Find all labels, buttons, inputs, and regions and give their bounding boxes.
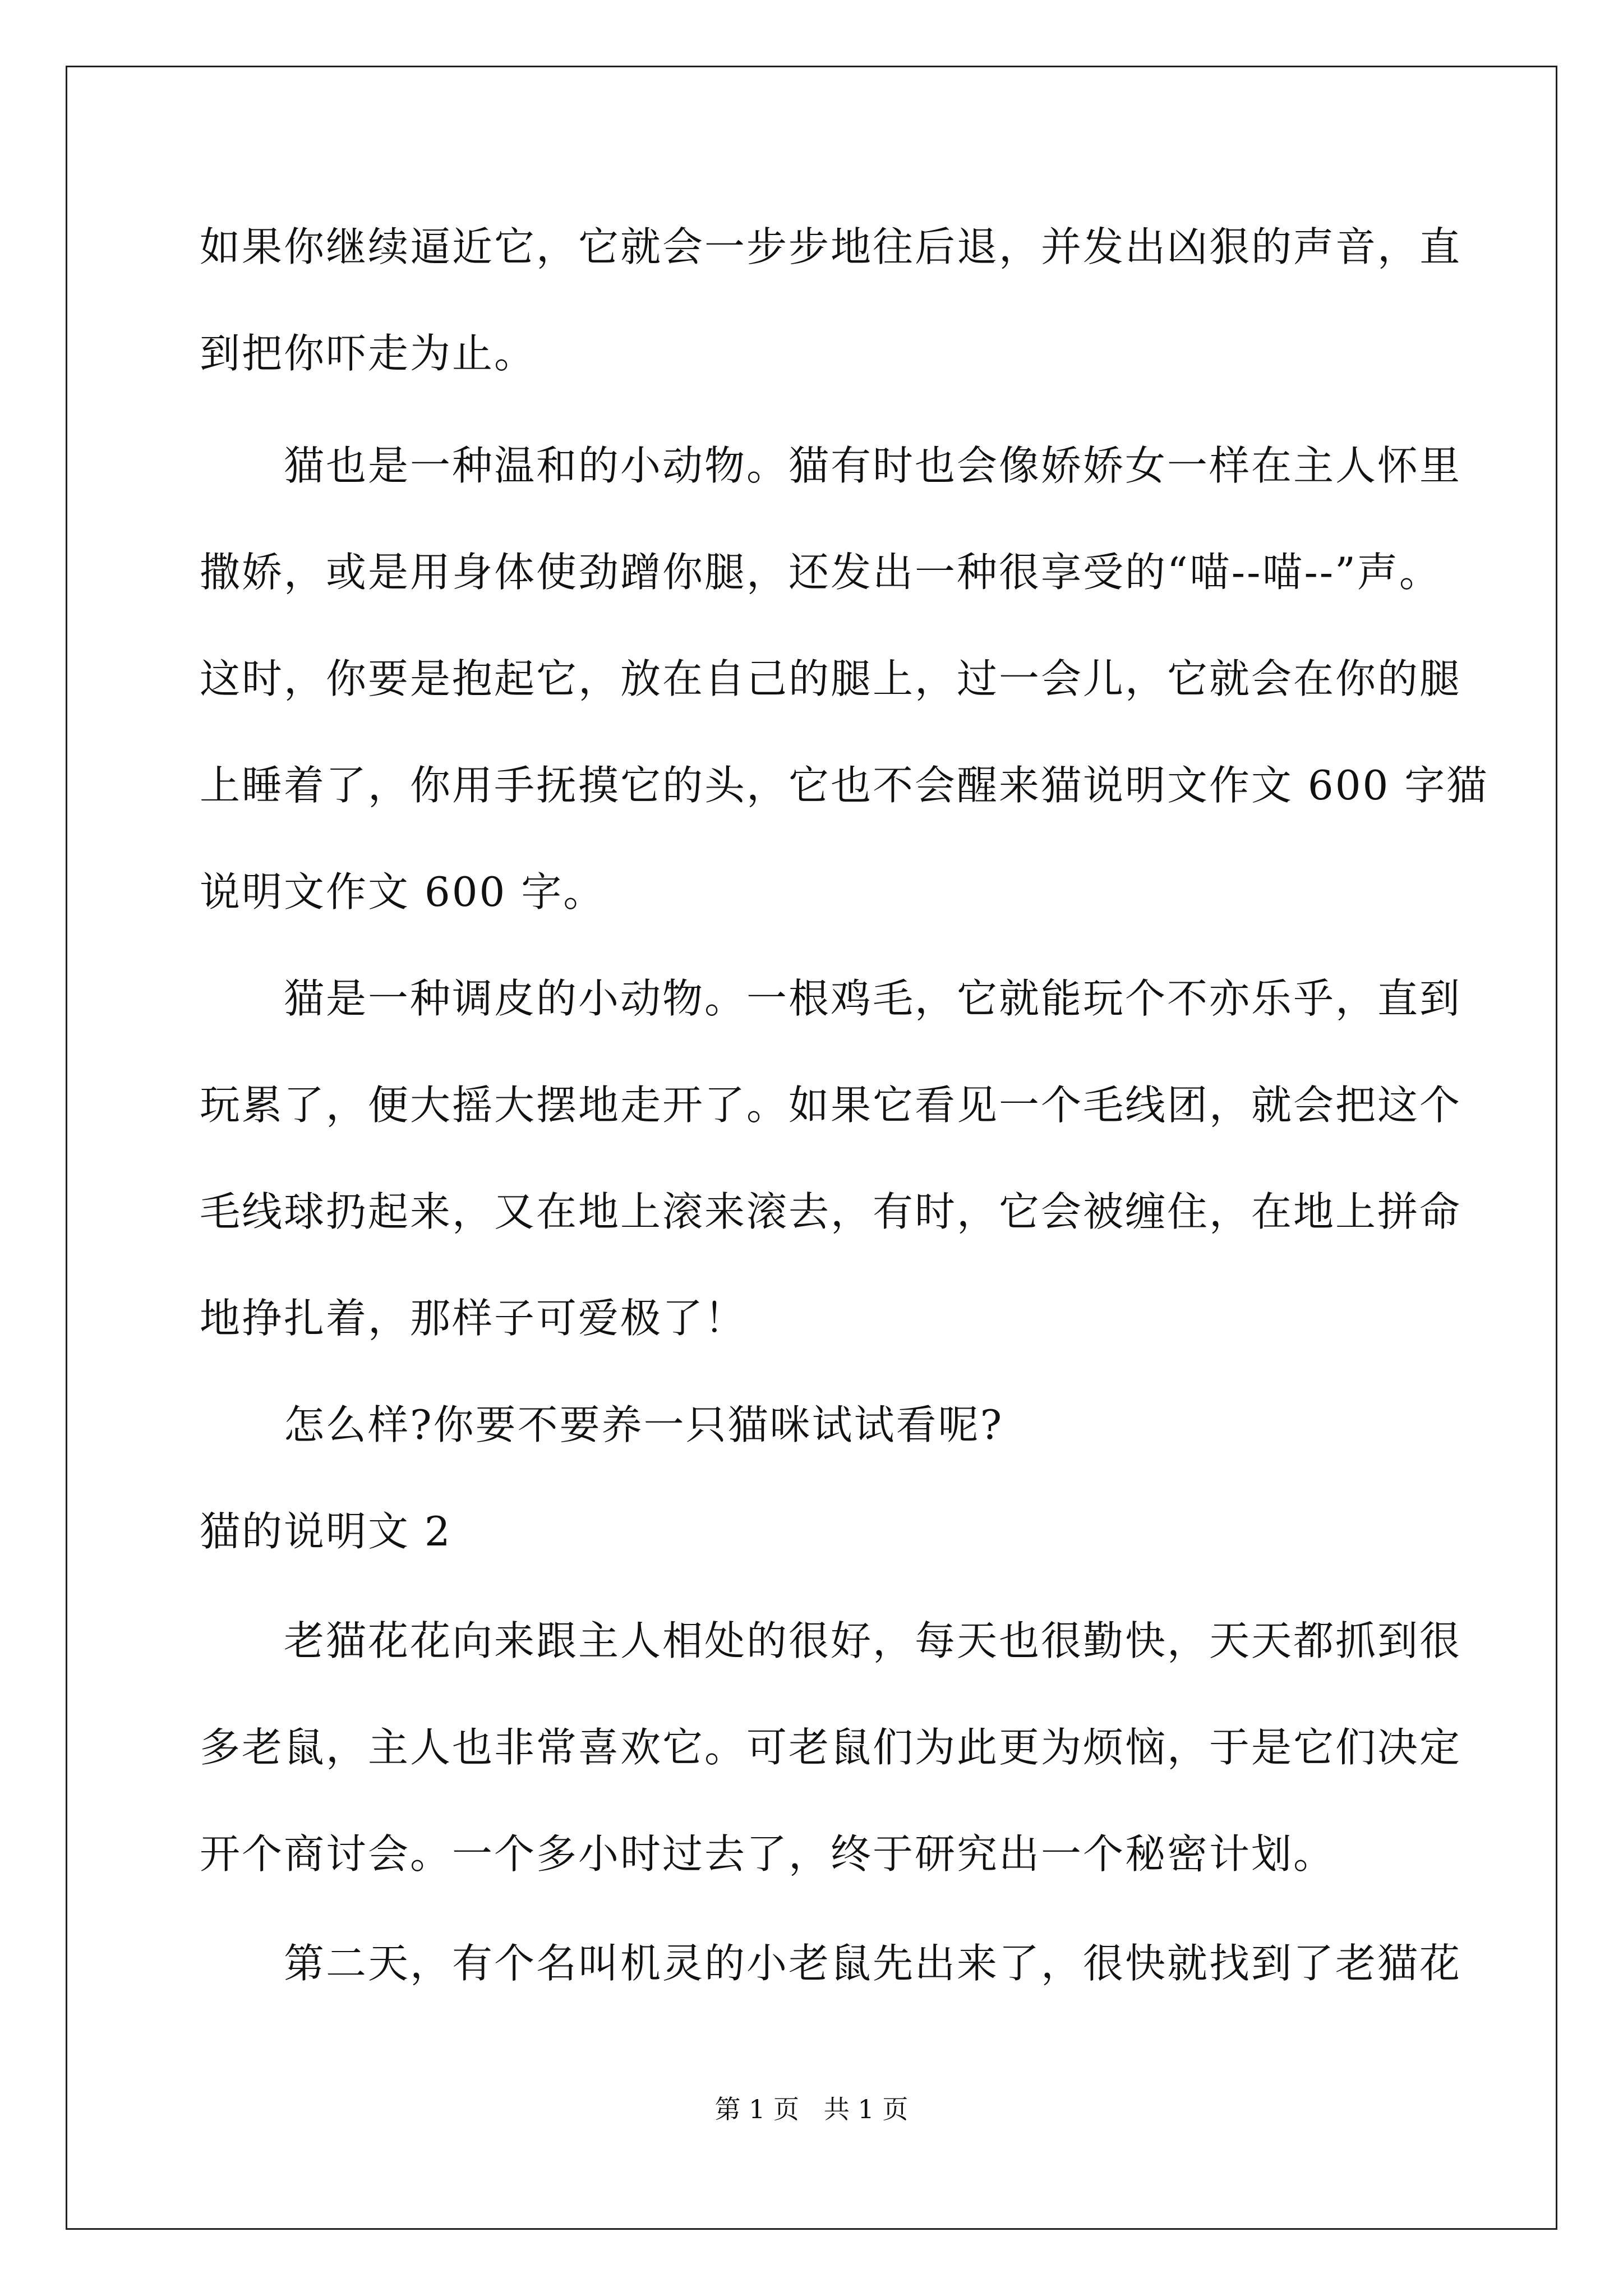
text-line: 上睡着了，你用手抚摸它的头，它也不会醒来猫说明文作文 600 字猫 — [200, 762, 1489, 809]
text-line: 毛线球扔起来，又在地上滚来滚去，有时，它会被缠住，在地上拼命 — [200, 1188, 1462, 1235]
text-line: 老猫花花向来跟主人相处的很好，每天也很勤快，天天都抓到很 — [284, 1617, 1462, 1664]
text-line: 玩累了，便大摇大摆地走开了。如果它看见一个毛线团，就会把这个 — [200, 1082, 1462, 1129]
text-line: 这时，你要是抱起它，放在自己的腿上，过一会儿，它就会在你的腿 — [200, 655, 1462, 702]
text-line: 第二天，有个名叫机灵的小老鼠先出来了，很快就找到了老猫花 — [284, 1940, 1462, 1987]
text-line: 猫也是一种温和的小动物。猫有时也会像娇娇女一样在主人怀里 — [284, 442, 1462, 489]
text-line: 如果你继续逼近它，它就会一步步地往后退，并发出凶狠的声音，直 — [200, 223, 1462, 270]
page-footer: 第 1 页 共 1 页 — [714, 2094, 909, 2124]
text-line: 猫是一种调皮的小动物。一根鸡毛，它就能玩个不亦乐乎，直到 — [284, 975, 1462, 1022]
text-line: 撒娇，或是用身体使劲蹭你腿，还发出一种很享受的“喵--喵--”声。 — [200, 549, 1441, 596]
text-line: 多老鼠，主人也非常喜欢它。可老鼠们为此更为烦恼，于是它们决定 — [200, 1724, 1462, 1771]
text-line: 说明文作文 600 字。 — [200, 868, 606, 915]
text-line: 开个商讨会。一个多小时过去了，终于研究出一个秘密计划。 — [200, 1830, 1336, 1878]
text-line: 地挣扎着，那样子可爱极了！ — [200, 1295, 747, 1342]
section-heading: 猫的说明文 2 — [200, 1508, 452, 1555]
page-border — [66, 66, 1557, 2230]
text-line: 到把你吓走为止。 — [200, 330, 537, 377]
text-line: 怎么样?你要不要养一只猫咪试试看呢? — [284, 1401, 1004, 1448]
